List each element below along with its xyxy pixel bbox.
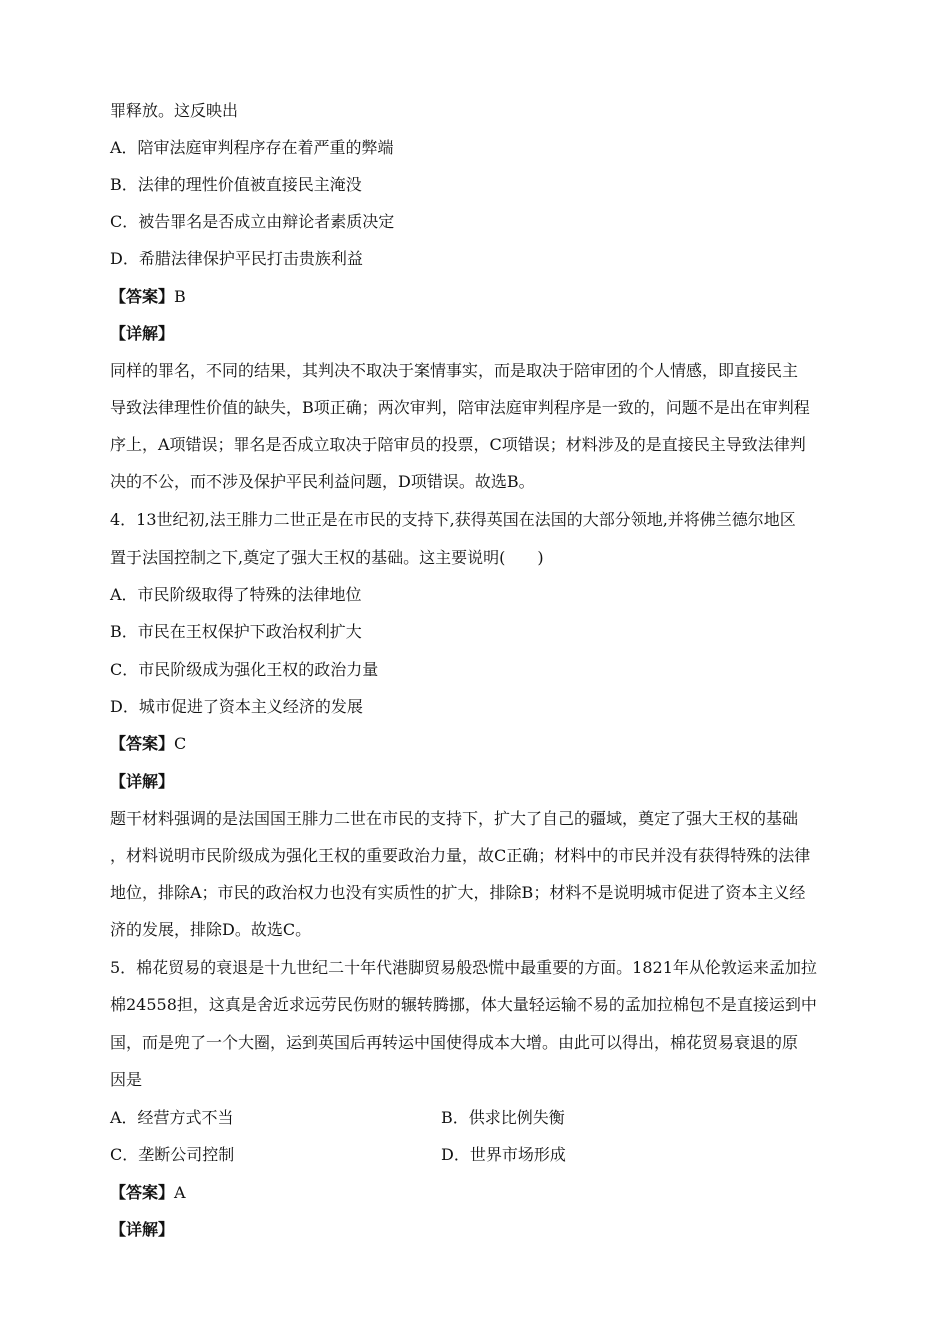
q3-detail-line: 序上，A项错误；罪名是否成立取决于陪审员的投票，C项错误；材料涉及的是直接民主导致法律判 xyxy=(110,435,806,454)
q4-option-a: A．市民阶级取得了特殊的法律地位 xyxy=(110,585,362,604)
q4-option-c: C．市民阶级成为强化王权的政治力量 xyxy=(110,660,379,679)
q5-option-c: C．垄断公司控制 xyxy=(110,1145,235,1164)
q3-detail-label: 【详解】 xyxy=(110,324,175,343)
q3-detail-line: 同样的罪名，不同的结果，其判决不取决于案情事实，而是取决于陪审团的个人情感，即直接民主 xyxy=(110,361,799,380)
q4-option-b: B．市民在王权保护下政治权利扩大 xyxy=(110,622,362,641)
q5-detail-label: 【详解】 xyxy=(110,1220,175,1239)
q4-stem-line: 置于法国控制之下,奠定了强大王权的基础。这主要说明( ) xyxy=(110,548,544,567)
q5-stem-line: 棉24558担，这真是舍近求远劳民伤财的辗转腾挪，体大量轻运输不易的孟加拉棉包不是直接运到中 xyxy=(110,995,817,1014)
q5-option-a: A．经营方式不当 xyxy=(110,1108,234,1127)
q4-stem-line: 4．13世纪初,法王腓力二世正是在市民的支持下,获得英国在法国的大部分领地,并将佛兰德尔地区 xyxy=(110,510,796,529)
q3-option-c: C．被告罪名是否成立由辩论者素质决定 xyxy=(110,212,395,231)
q4-answer xyxy=(110,734,186,754)
q5-stem-line: 因是 xyxy=(110,1070,143,1089)
q5-stem-line: 国，而是兜了一个大圈，运到英国后再转运中国使得成本大增。由此可以得出，棉花贸易衰退的原 xyxy=(110,1033,799,1052)
q5-stem-line: 5．棉花贸易的衰退是十九世纪二十年代港脚贸易般恐慌中最重要的方面。1821年从伦敦运来孟加拉 xyxy=(110,958,817,977)
answer-value: C xyxy=(174,734,187,753)
answer-value: B xyxy=(174,287,186,306)
q4-detail-line: ，材料说明市民阶级成为强化王权的重要政治力量，故C正确；材料中的市民并没有获得特殊的法律 xyxy=(110,846,811,865)
q4-detail-label: 【详解】 xyxy=(110,772,175,791)
answer-label: 【答案】 xyxy=(110,1183,175,1202)
q3-stem-end: 罪释放。这反映出 xyxy=(110,101,239,120)
q3-option-d: D．希腊法律保护平民打击贵族利益 xyxy=(110,249,363,268)
q4-detail-line: 地位，排除A；市民的政治权力也没有实质性的扩大，排除B；材料不是说明城市促进了资本主义经 xyxy=(110,883,806,902)
q3-answer xyxy=(110,287,186,307)
q3-option-b: B．法律的理性价值被直接民主淹没 xyxy=(110,175,362,194)
q3-detail-line: 决的不公，而不涉及保护平民利益问题，D项错误。故选B。 xyxy=(110,472,535,491)
answer-label: 【答案】 xyxy=(110,287,175,306)
answer-label: 【答案】 xyxy=(110,734,175,753)
q4-option-d: D．城市促进了资本主义经济的发展 xyxy=(110,697,363,716)
q3-option-a: A．陪审法庭审判程序存在着严重的弊端 xyxy=(110,138,394,157)
q5-option-d: D．世界市场形成 xyxy=(441,1145,566,1164)
q3-detail-line: 导致法律理性价值的缺失，B项正确；两次审判，陪审法庭审判程序是一致的，问题不是出在审判程 xyxy=(110,398,810,417)
q4-detail-line: 题干材料强调的是法国国王腓力二世在市民的支持下，扩大了自己的疆域，奠定了强大王权的基础 xyxy=(110,809,799,828)
q5-option-b: B．供求比例失衡 xyxy=(441,1108,565,1127)
q5-answer xyxy=(110,1183,186,1203)
answer-value: A xyxy=(174,1183,186,1202)
q4-detail-line: 济的发展，排除D。故选C。 xyxy=(110,920,312,939)
